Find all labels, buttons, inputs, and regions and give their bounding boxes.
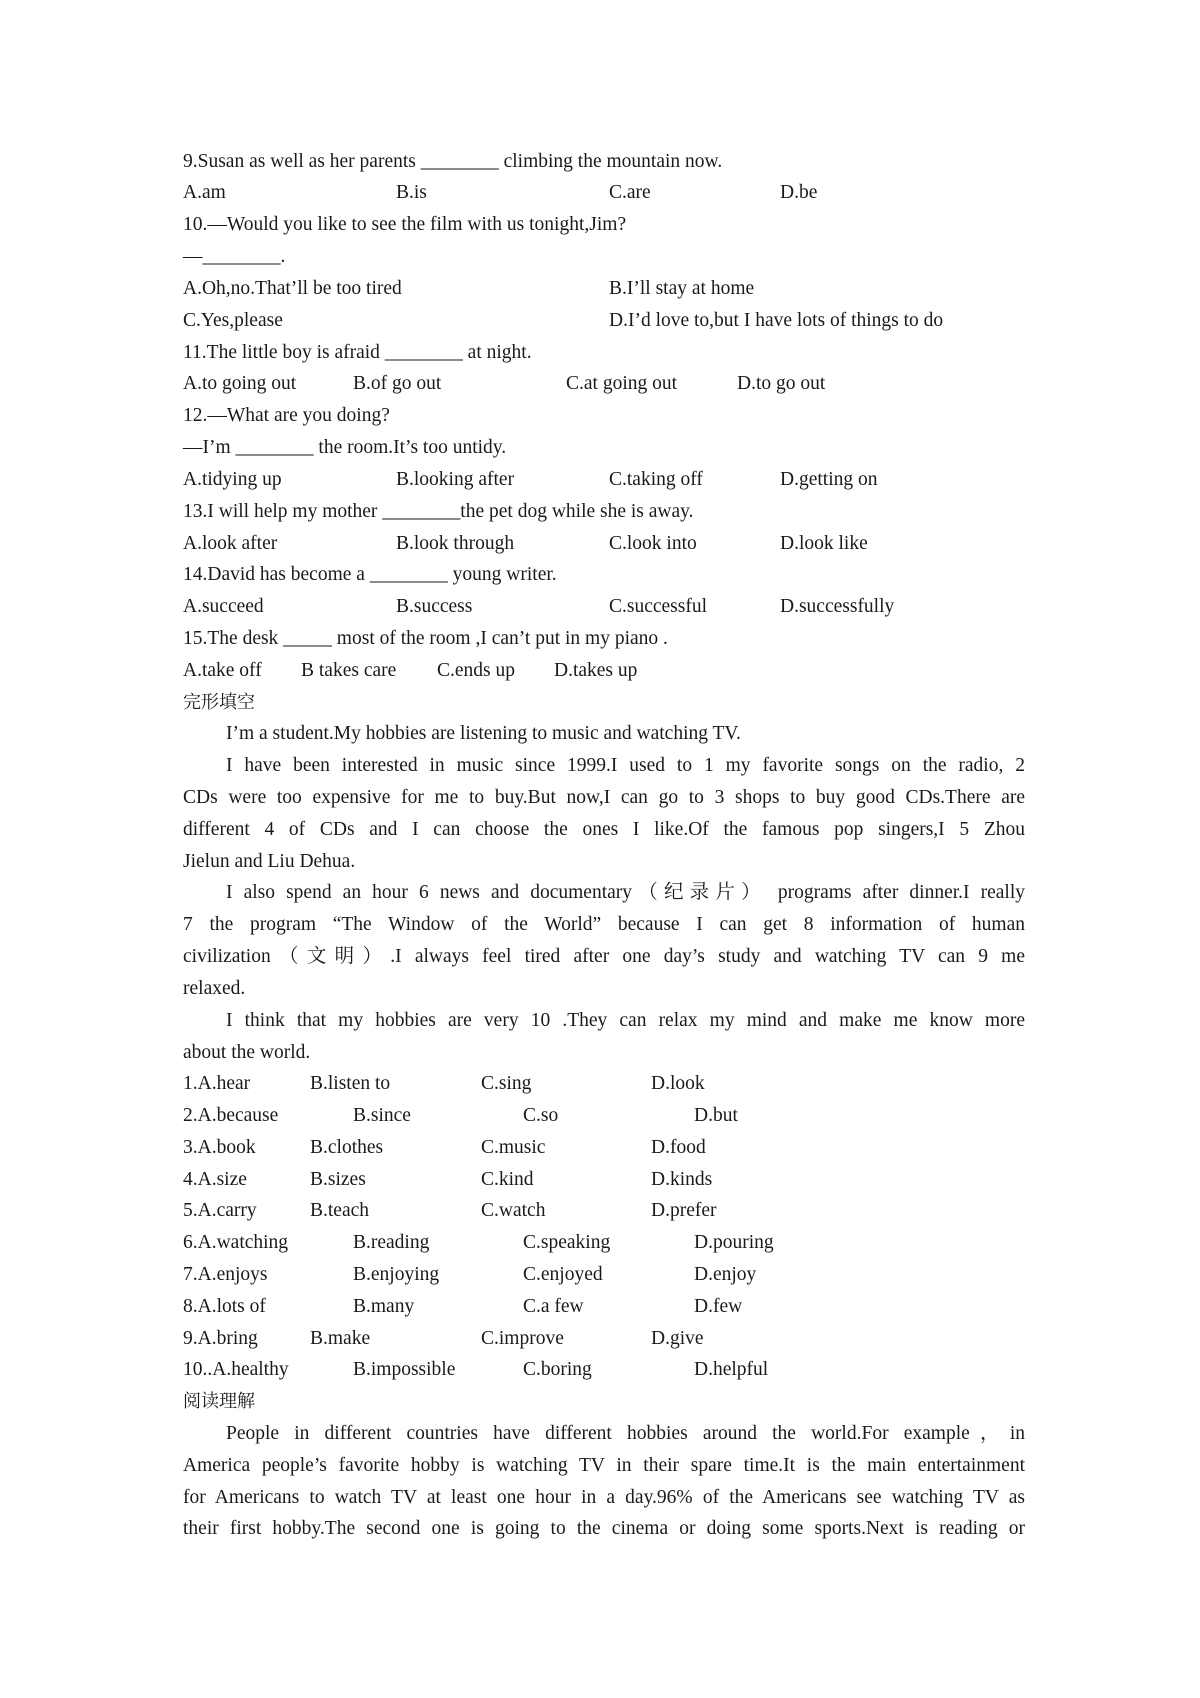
cloze-9-option-c: C.improve bbox=[481, 1328, 564, 1349]
cloze-1-option-c: C.sing bbox=[481, 1073, 532, 1094]
cloze-5-option-a: 5.A.carry bbox=[183, 1200, 257, 1221]
question-11-option-a: A.to going out bbox=[183, 373, 297, 394]
cloze-10-option-c: C.boring bbox=[523, 1359, 592, 1380]
question-10-option-d: D.I’d love to,but I have lots of things to do bbox=[609, 310, 944, 331]
cloze-4-option-d: D.kinds bbox=[651, 1169, 713, 1190]
cloze-2-option-a: 2.A.because bbox=[183, 1105, 279, 1126]
cloze-9-option-d: D.give bbox=[651, 1328, 704, 1349]
question-10-option-a: A.Oh,no.That’ll be too tired bbox=[183, 278, 402, 299]
question-12-option-d: D.getting on bbox=[780, 469, 878, 490]
question-14-option-d: D.successfully bbox=[780, 596, 895, 617]
cloze-4-option-b: B.sizes bbox=[310, 1169, 366, 1190]
cloze-8-option-d: D.few bbox=[694, 1296, 743, 1317]
question-15-option-b: B takes care bbox=[301, 660, 397, 681]
cloze-passage-line: 7 the program “The Window of the World” because I can get 8 information of human bbox=[183, 914, 1025, 935]
question-15-option-a: A.take off bbox=[183, 660, 262, 681]
cloze-heading: 完形填空 bbox=[183, 692, 255, 713]
question-9-option-d: D.be bbox=[780, 182, 818, 203]
cloze-8-option-b: B.many bbox=[353, 1296, 415, 1317]
question-11-option-b: B.of go out bbox=[353, 373, 442, 394]
cloze-6-option-c: C.speaking bbox=[523, 1232, 611, 1253]
reading-passage-line: for Americans to watch TV at least one hour in a day.96% of the Americans see watching TV as bbox=[183, 1487, 1025, 1508]
question-12-option-a: A.tidying up bbox=[183, 469, 282, 490]
question-12-option-b: B.looking after bbox=[396, 469, 515, 490]
cloze-passage-line: I have been interested in music since 1999.I used to 1 my favorite songs on the radio, 2 bbox=[226, 755, 1025, 776]
cloze-5-option-b: B.teach bbox=[310, 1200, 370, 1221]
cloze-passage-line: CDs were too expensive for me to buy.But now,I can go to 3 shops to buy good CDs.There are bbox=[183, 787, 1025, 808]
cloze-1-option-a: 1.A.hear bbox=[183, 1073, 251, 1094]
cloze-6-option-b: B.reading bbox=[353, 1232, 430, 1253]
cloze-7-option-d: D.enjoy bbox=[694, 1264, 757, 1285]
question-12-stem: 12.—What are you doing? bbox=[183, 405, 390, 426]
question-13-option-d: D.look like bbox=[780, 533, 868, 554]
cloze-passage-line: Jielun and Liu Dehua. bbox=[183, 851, 356, 872]
question-10-stem: 10.—Would you like to see the film with us tonight,Jim? bbox=[183, 214, 627, 235]
cloze-7-option-a: 7.A.enjoys bbox=[183, 1264, 268, 1285]
cloze-10-option-d: D.helpful bbox=[694, 1359, 769, 1380]
cloze-6-option-d: D.pouring bbox=[694, 1232, 774, 1253]
reading-passage-line: their first hobby.The second one is going to the cinema or doing some sports.Next is reading or bbox=[183, 1518, 1025, 1539]
cloze-3-option-b: B.clothes bbox=[310, 1137, 384, 1158]
cloze-passage-line: relaxed. bbox=[183, 978, 246, 999]
cloze-9-option-a: 9.A.bring bbox=[183, 1328, 258, 1349]
cloze-5-option-d: D.prefer bbox=[651, 1200, 717, 1221]
question-11-option-c: C.at going out bbox=[566, 373, 678, 394]
question-14-option-c: C.successful bbox=[609, 596, 708, 617]
cloze-3-option-d: D.food bbox=[651, 1137, 706, 1158]
cloze-7-option-c: C.enjoyed bbox=[523, 1264, 603, 1285]
question-11-option-d: D.to go out bbox=[737, 373, 826, 394]
cloze-8-option-a: 8.A.lots of bbox=[183, 1296, 266, 1317]
question-9-option-c: C.are bbox=[609, 182, 651, 203]
cloze-8-option-c: C.a few bbox=[523, 1296, 584, 1317]
question-12-option-c: C.taking off bbox=[609, 469, 703, 490]
cloze-2-option-b: B.since bbox=[353, 1105, 411, 1126]
cloze-4-option-a: 4.A.size bbox=[183, 1169, 247, 1190]
cloze-6-option-a: 6.A.watching bbox=[183, 1232, 289, 1253]
question-15-option-d: D.takes up bbox=[554, 660, 638, 681]
question-13-stem: 13.I will help my mother ________the pet dog while she is away. bbox=[183, 501, 694, 522]
question-10-option-c: C.Yes,please bbox=[183, 310, 283, 331]
cloze-10-option-a: 10..A.healthy bbox=[183, 1359, 289, 1380]
cloze-2-option-c: C.so bbox=[523, 1105, 559, 1126]
cloze-1-option-b: B.listen to bbox=[310, 1073, 391, 1094]
cloze-4-option-c: C.kind bbox=[481, 1169, 534, 1190]
cloze-passage-line: different 4 of CDs and I can choose the ones I like.Of the famous pop singers,I 5 Zhou bbox=[183, 819, 1025, 840]
question-10-option-b: B.I’ll stay at home bbox=[609, 278, 755, 299]
question-12-reply: —I’m ________ the room.It’s too untidy. bbox=[183, 437, 507, 458]
cloze-10-option-b: B.impossible bbox=[353, 1359, 456, 1380]
question-13-option-a: A.look after bbox=[183, 533, 278, 554]
question-13-option-b: B.look through bbox=[396, 533, 515, 554]
cloze-passage-line: I think that my hobbies are very 10 .They can relax my mind and make me know more bbox=[226, 1010, 1025, 1031]
question-14-stem: 14.David has become a ________ young writer. bbox=[183, 564, 557, 585]
question-13-option-c: C.look into bbox=[609, 533, 697, 554]
cloze-1-option-d: D.look bbox=[651, 1073, 705, 1094]
reading-passage-line: People in different countries have different hobbies around the world.For example，in bbox=[226, 1423, 1025, 1444]
cloze-7-option-b: B.enjoying bbox=[353, 1264, 440, 1285]
cloze-passage-line: I also spend an hour 6 news and documentary（纪录片） programs after dinner.I really bbox=[226, 882, 1025, 903]
question-15-option-c: C.ends up bbox=[437, 660, 515, 681]
cloze-5-option-c: C.watch bbox=[481, 1200, 546, 1221]
cloze-3-option-a: 3.A.book bbox=[183, 1137, 256, 1158]
reading-heading: 阅读理解 bbox=[183, 1391, 255, 1412]
cloze-3-option-c: C.music bbox=[481, 1137, 546, 1158]
question-9-option-b: B.is bbox=[396, 182, 427, 203]
cloze-2-option-d: D.but bbox=[694, 1105, 738, 1126]
question-10-reply: —________. bbox=[183, 246, 286, 267]
question-9-stem: 9.Susan as well as her parents ________ climbing the mountain now. bbox=[183, 151, 723, 172]
question-14-option-a: A.succeed bbox=[183, 596, 264, 617]
cloze-passage-line: about the world. bbox=[183, 1042, 311, 1063]
question-15-stem: 15.The desk _____ most of the room ,I can’t put in my piano . bbox=[183, 628, 668, 649]
question-11-stem: 11.The little boy is afraid ________ at night. bbox=[183, 342, 532, 363]
reading-passage-line: America people’s favorite hobby is watching TV in their spare time.It is the main entertainment bbox=[183, 1455, 1025, 1476]
cloze-passage-line: I’m a student.My hobbies are listening to music and watching TV. bbox=[226, 723, 741, 744]
cloze-9-option-b: B.make bbox=[310, 1328, 371, 1349]
question-14-option-b: B.success bbox=[396, 596, 473, 617]
cloze-passage-line: civilization（文明）.I always feel tired after one day’s study and watching TV can 9 me bbox=[183, 946, 1025, 967]
question-9-option-a: A.am bbox=[183, 182, 226, 203]
